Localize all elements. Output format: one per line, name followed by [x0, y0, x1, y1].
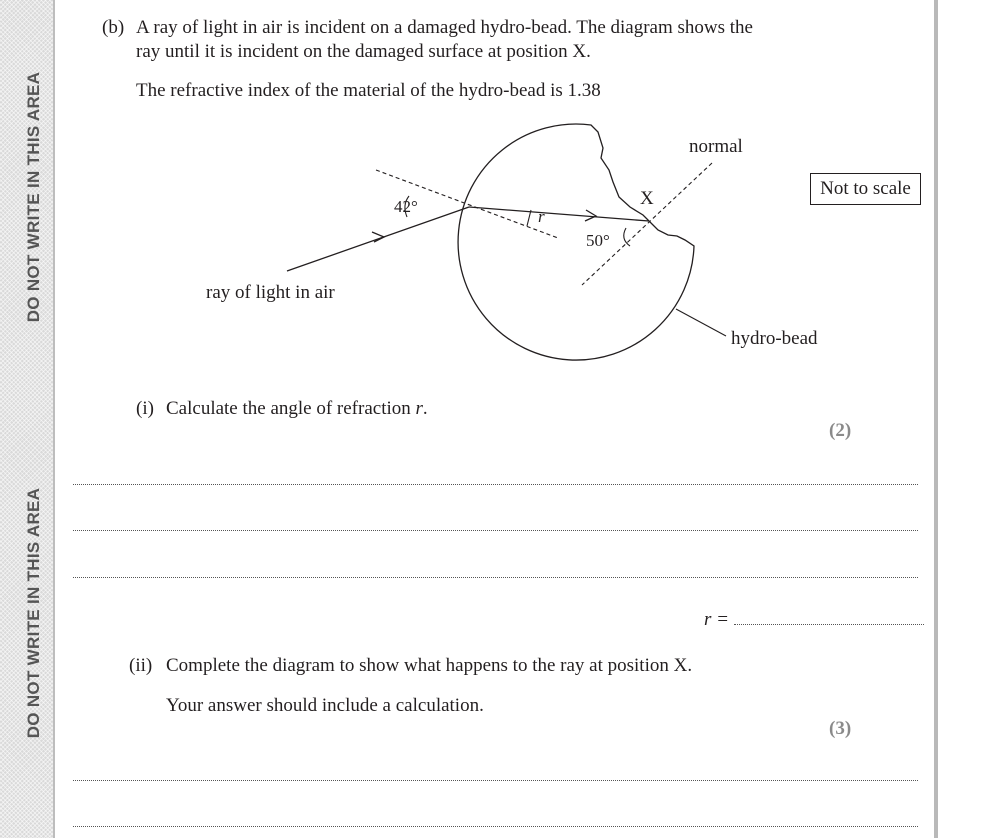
margin-warning-top: DO NOT WRITE IN THIS AREA	[24, 71, 43, 323]
part-i-question	[166, 397, 428, 420]
incident-ray	[287, 207, 469, 271]
hydro-bead-leader	[676, 309, 726, 336]
part-i-variable: r	[415, 398, 423, 419]
angle-arc-r	[527, 210, 531, 226]
label-hydro-bead: hydro-bead	[731, 328, 818, 349]
label-r: r	[538, 207, 545, 226]
label-angle-50: 50°	[586, 231, 610, 250]
part-i-text-end: .	[422, 398, 428, 419]
part-ii-marks: (3)	[829, 718, 852, 739]
part-ii-question: Complete the diagram to show what happens to the ray at position X.	[166, 655, 693, 676]
question-b-intro-line2: ray until it is incident on the damaged surface at position X.	[136, 41, 591, 62]
hydro-bead-outline	[458, 124, 694, 360]
part-i-text: Calculate the angle of refraction	[166, 398, 416, 419]
label-normal: normal	[689, 136, 743, 157]
answer-line-4[interactable]	[73, 780, 918, 781]
refractive-index-statement: The refractive index of the material of the hydro-bead is 1.38	[136, 80, 601, 101]
answer-line-5[interactable]	[73, 826, 918, 827]
question-b-label: (b)	[102, 17, 125, 38]
label-ray-of-light: ray of light in air	[206, 282, 335, 303]
angle-arc-50	[624, 228, 630, 246]
part-i-label: (i)	[136, 398, 154, 419]
label-x: X	[640, 188, 654, 209]
answer-line-2[interactable]	[73, 530, 918, 531]
r-answer-label: r =	[704, 609, 729, 630]
r-answer-line[interactable]	[734, 624, 924, 625]
answer-line-1[interactable]	[73, 484, 918, 485]
normal-line-x	[582, 163, 712, 285]
margin-warning-bottom: DO NOT WRITE IN THIS AREA	[24, 487, 43, 739]
refracted-ray	[469, 207, 649, 221]
not-to-scale-box: Not to scale	[810, 173, 921, 205]
part-ii-instruction: Your answer should include a calculation.	[166, 695, 484, 716]
question-b-intro-line1: A ray of light in air is incident on a damaged hydro-bead. The diagram shows the	[136, 17, 753, 38]
label-angle-42: 42°	[394, 197, 418, 216]
part-ii-label: (ii)	[129, 655, 153, 676]
answer-line-3[interactable]	[73, 577, 918, 578]
part-i-marks: (2)	[829, 420, 852, 441]
